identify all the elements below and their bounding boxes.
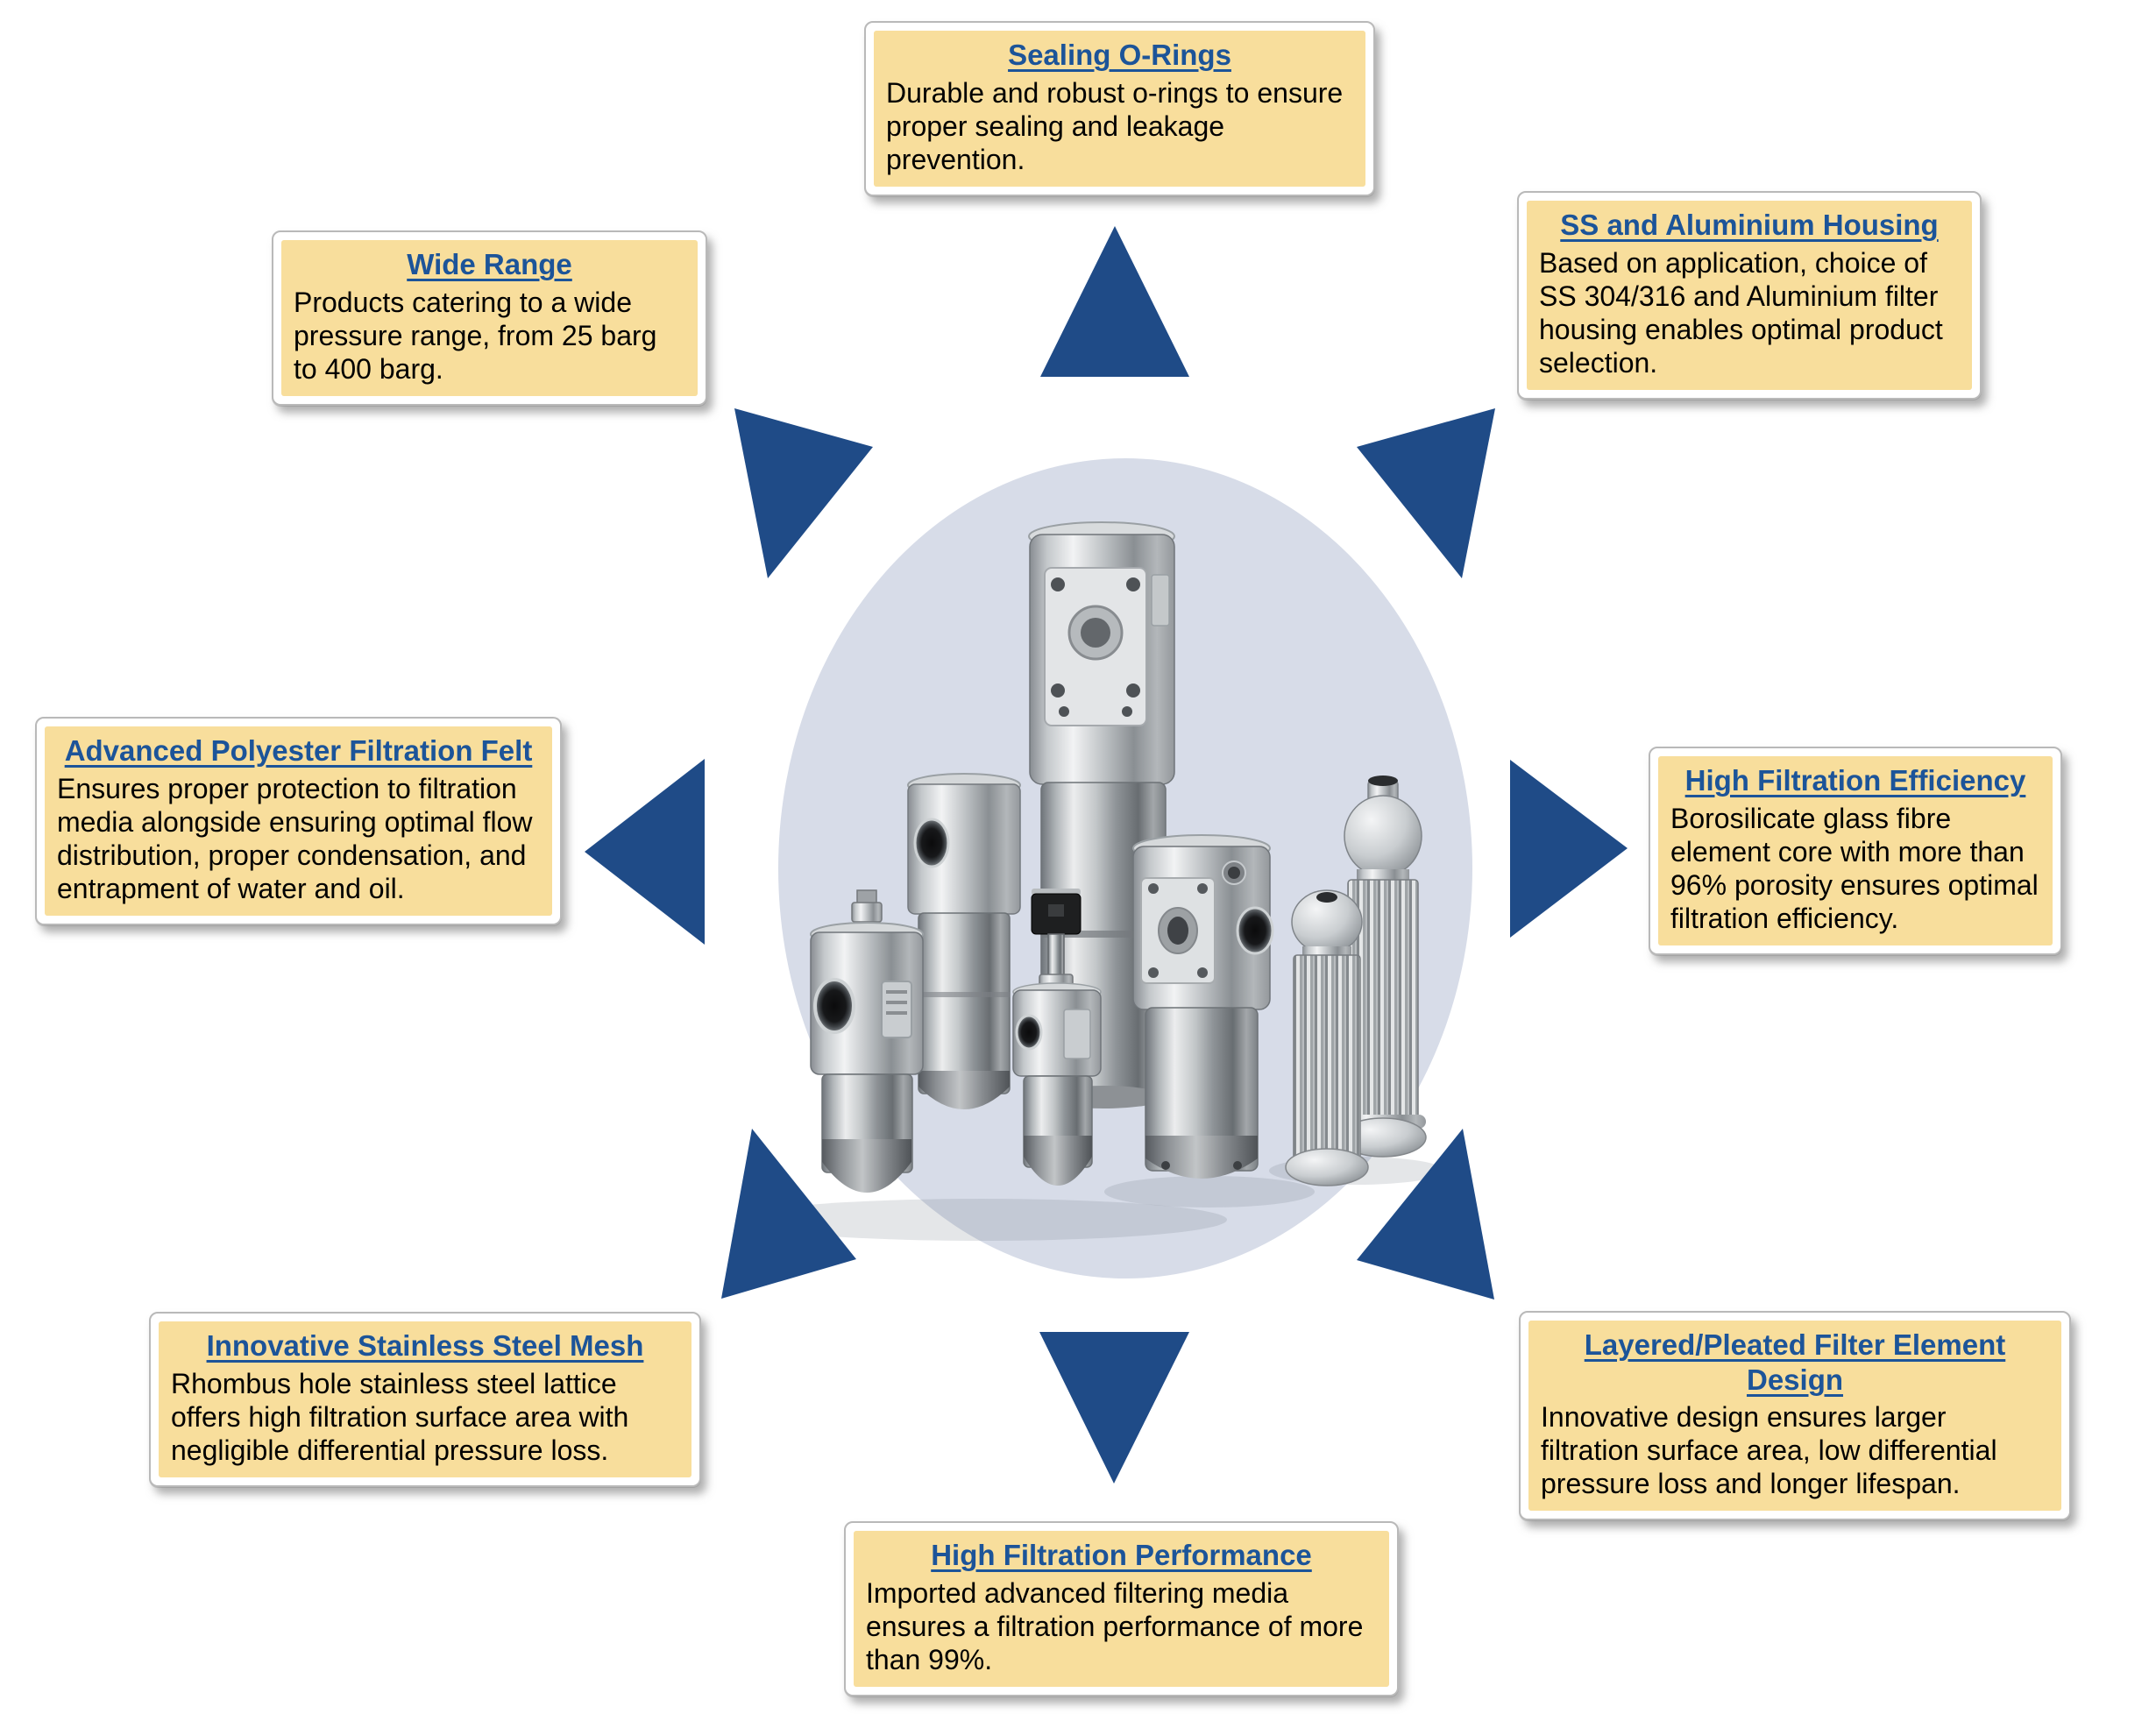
callout-body: Ensures proper protection to filtration media alongside ensuring optimal flow distribution, proper condensation, and entrapment of water and oil. [57, 772, 533, 904]
callout-title: Wide Range [407, 248, 572, 280]
callout-ss-and-aluminium-housing [1517, 191, 1982, 400]
callout-body: Rhombus hole stainless steel lattice offers high filtration surface area with negligible differential pressure loss. [171, 1367, 629, 1466]
callout-sealing-o-rings [864, 21, 1375, 196]
callout-body: Based on application, choice of SS 304/316 and Aluminium filter housing enables optimal product selection. [1539, 246, 1943, 379]
callout-body: Borosilicate glass fibre element core with more than 96% porosity ensures optimal filtration efficiency. [1670, 802, 2039, 934]
callout-body: Innovative design ensures larger filtration surface area, low differential pressure loss and longer lifespan. [1541, 1401, 1997, 1500]
callout-title: High Filtration Performance [931, 1539, 1312, 1571]
arrow-down-icon [1039, 1332, 1189, 1484]
filter-element-small [1286, 890, 1368, 1186]
filter-housing-large [1133, 835, 1273, 1179]
arrow-up-left-icon [734, 408, 873, 578]
callout-title: SS and Aluminium Housing [1560, 209, 1939, 241]
callout-high-filtration-performance [844, 1521, 1399, 1696]
arrow-up-icon [1040, 226, 1189, 377]
callout-advanced-polyester-filtration-felt [35, 717, 562, 925]
callout-title: High Filtration Efficiency [1684, 764, 2026, 797]
callout-title: Layered/Pleated Filter Element Design [1584, 1328, 2006, 1396]
callout-body: Products catering to a wide pressure range, from 25 barg to 400 barg. [294, 286, 657, 385]
arrow-right-icon [1510, 760, 1628, 938]
callout-title: Sealing O-Rings [1008, 39, 1231, 71]
callout-wide-range [272, 230, 707, 406]
callout-title: Advanced Polyester Filtration Felt [64, 734, 533, 767]
callout-body: Imported advanced filtering media ensures a filtration performance of more than 99%. [866, 1576, 1364, 1675]
filter-housing-medium [908, 774, 1020, 1109]
callout-body: Durable and robust o-rings to ensure proper sealing and leakage prevention. [886, 76, 1344, 175]
arrow-up-right-icon [1357, 408, 1495, 578]
callout-title: Innovative Stainless Steel Mesh [206, 1329, 644, 1362]
callout-innovative-stainless-steel-mesh [149, 1312, 701, 1487]
callout-layered-pleated-filter-element-design [1519, 1311, 2071, 1520]
callout-high-filtration-efficiency [1649, 747, 2062, 955]
filter-housing-small [811, 890, 923, 1193]
arrow-left-icon [585, 759, 705, 945]
